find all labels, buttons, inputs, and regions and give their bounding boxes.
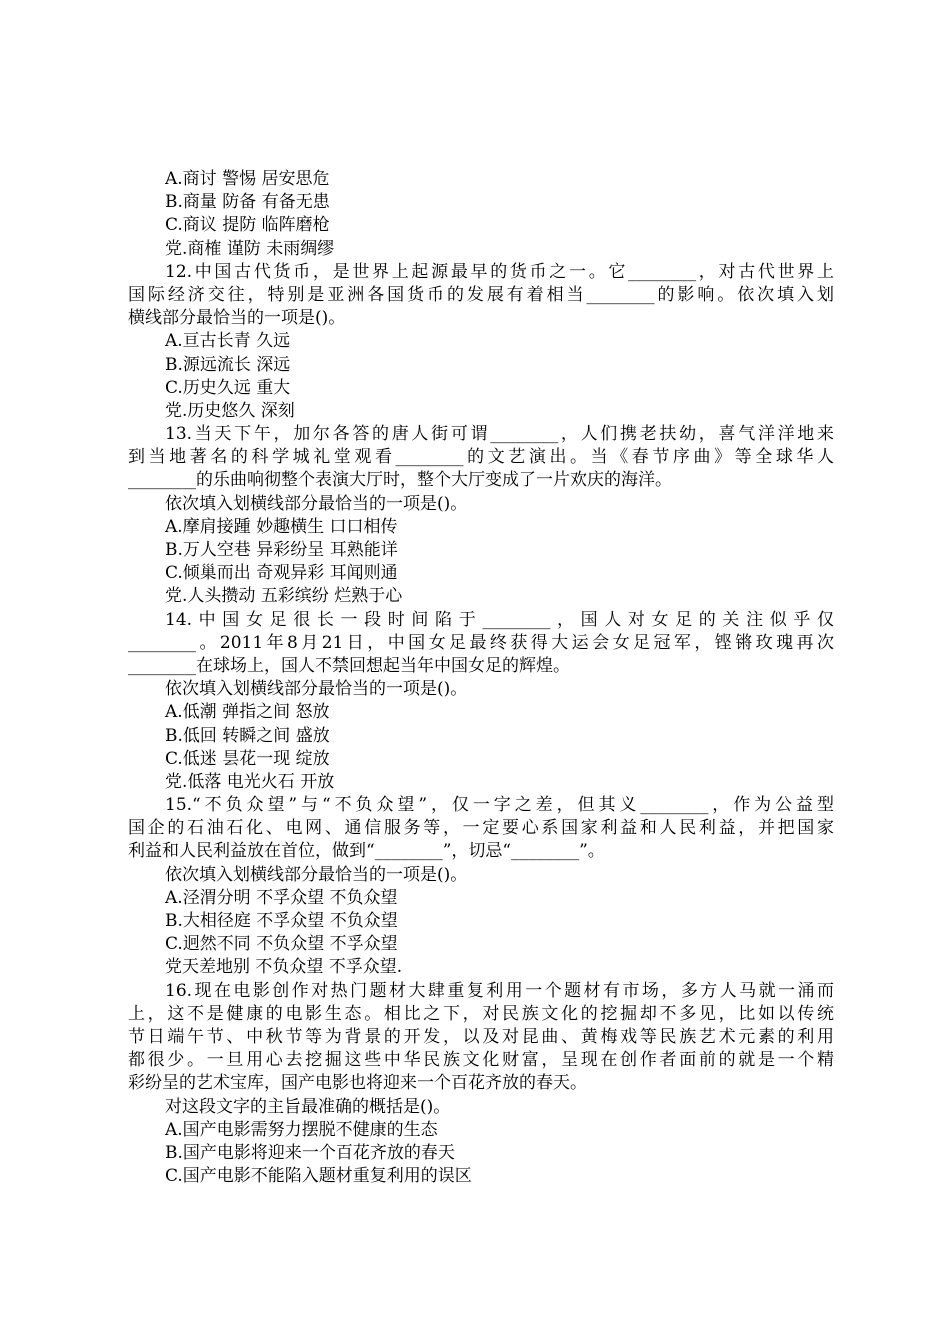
text-line: C.迥然不同 不负众望 不孚众望 xyxy=(165,934,398,955)
text-line: A.摩肩接踵 妙趣横生 口口相传 xyxy=(165,516,398,537)
text-line: 党.历史悠久 深刻 xyxy=(165,400,295,421)
text-line: 节日端午节、中秋节等为背景的开发，以及对昆曲、黄梅戏等民族艺术元素的利用 xyxy=(128,1026,834,1047)
text-line: C.国产电影不能陷入题材重复利用的误区 xyxy=(165,1166,472,1187)
document-body xyxy=(128,168,834,1188)
text-line: 16.现在电影创作对热门题材大肆重复利用一个题材有市场，多方人马就一涌而 xyxy=(165,980,834,1001)
text-line: B.低回 转瞬之间 盛放 xyxy=(165,725,330,746)
text-line: 14.中国女足很长一段时间陷于________，国人对女足的关注似乎仅 xyxy=(165,609,834,630)
text-line: 党.人头攒动 五彩缤纷 烂熟于心 xyxy=(165,586,403,607)
text-line: 12.中国古代货币，是世界上起源最早的货币之一。它________，对古代世界上 xyxy=(165,261,834,282)
text-line: 国企的石油石化、电网、通信服务等，一定要心系国家利益和人民利益，并把国家 xyxy=(128,818,834,839)
text-line: 党.低落 电光火石 开放 xyxy=(165,771,335,792)
text-line: B.国产电影将迎来一个百花齐放的春天 xyxy=(165,1142,455,1163)
text-line: 对这段文字的主旨最准确的概括是()。 xyxy=(165,1096,451,1117)
text-line: 都很少。一旦用心去挖掘这些中华民族文化财富，呈现在创作者面前的就是一个精 xyxy=(128,1050,834,1071)
text-line: ________在球场上，国人不禁回想起当年中国女足的辉煌。 xyxy=(128,655,570,676)
text-line: B.商量 防备 有备无患 xyxy=(165,192,330,213)
text-line: 到当地著名的科学城礼堂观看________的文艺演出。当《春节序曲》等全球华人 xyxy=(128,447,834,468)
text-line: A.商讨 警惕 居安思危 xyxy=(165,169,330,189)
text-line: A.低潮 弹指之间 怒放 xyxy=(165,702,330,723)
text-line: 上，这不是健康的电影生态。相比之下，对民族文化的挖掘却不多见，比如以传统 xyxy=(128,1003,834,1024)
text-line: 15.“不负众望”与“不负众望”，仅一字之差，但其义________，作为公益型 xyxy=(165,795,834,816)
text-line: B.源远流长 深远 xyxy=(165,354,291,375)
text-line: A.国产电影需努力摆脱不健康的生态 xyxy=(165,1119,438,1140)
text-line: 依次填入划横线部分最恰当的一项是()。 xyxy=(165,864,468,885)
text-line: 依次填入划横线部分最恰当的一项是()。 xyxy=(165,679,468,700)
text-line: 彩纷呈的艺术宝库，国产电影也将迎来一个百花齐放的春天。 xyxy=(128,1073,587,1094)
text-line: C.商议 提防 临阵磨枪 xyxy=(165,215,330,236)
text-line: 横线部分最恰当的一项是()。 xyxy=(128,308,346,329)
text-line: 党天差地别 不负众望 不孚众望. xyxy=(165,957,403,978)
text-line: ________。2011年8月21日，中国女足最终获得大运会女足冠军，铿锵玫瑰再次 xyxy=(128,632,834,653)
text-line: 依次填入划横线部分最恰当的一项是()。 xyxy=(165,493,468,514)
text-line: 13.当天下午，加尔各答的唐人街可谓________，人们携老扶幼，喜气洋洋地来 xyxy=(165,424,834,445)
text-line: ________的乐曲响彻整个表演大厅时，整个大厅变成了一片欢庆的海洋。 xyxy=(128,470,672,491)
text-line: A.亘古长青 久远 xyxy=(165,331,291,352)
text-line: 国际经济交往，特别是亚洲各国货币的发展有着相当________的影响。依次填入划 xyxy=(128,284,834,305)
text-line: B.大相径庭 不孚众望 不负众望 xyxy=(165,911,398,931)
text-line: A.泾渭分明 不孚众望 不负众望 xyxy=(165,887,398,908)
text-line: C.历史久远 重大 xyxy=(165,377,291,398)
text-line: 党.商榷 谨防 未雨绸缪 xyxy=(165,238,335,259)
text-line: B.万人空巷 异彩纷呈 耳熟能详 xyxy=(165,540,398,560)
text-line: C.低迷 昙花一现 绽放 xyxy=(165,748,330,769)
text-line: 利益和人民利益放在首位，做到“________”，切忌“________”。 xyxy=(128,841,605,862)
text-line: C.倾巢而出 奇观异彩 耳闻则通 xyxy=(165,563,398,584)
